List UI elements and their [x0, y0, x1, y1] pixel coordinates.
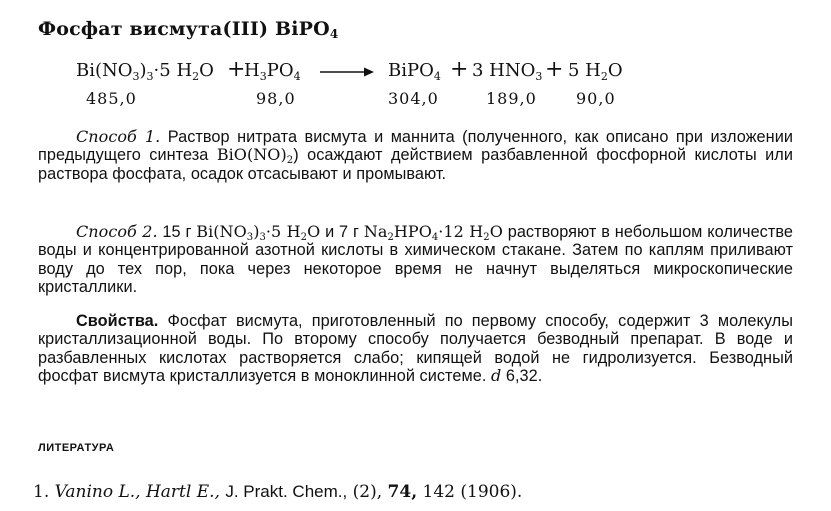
plus-sign: +	[450, 57, 469, 82]
density-value: 6,32.	[501, 366, 543, 385]
formula-bismuth-nitrate: $Bi(NO_3)_3\cdot 5$ $H_2O$	[196, 222, 321, 243]
method-2-label: Способ 2.	[76, 222, 158, 241]
molar-mass-water: 90,0	[576, 89, 616, 108]
plus-sign: +	[227, 57, 246, 82]
reference-volume: 74,	[387, 482, 418, 502]
method-2-paragraph: Способ 2. 15 г $Bi(NO_3)_3\cdot 5$ $H_2O$ и 7 г $Na_2HPO_4\cdot 12$ $H_2O$ растворяют в небольшом количестве воды и концентрированной азотной кислоты в химическом стакане. Затем по каплям приливают воду до тех пор, пока через некоторое время не начнут выделяться микроскопические кристаллики.	[38, 222, 794, 296]
molar-mass-nitric-acid: 189,0	[486, 89, 537, 108]
reference-number: 1.	[33, 482, 50, 502]
molar-mass-bismuth-phosphate: 304,0	[388, 89, 439, 108]
product-bismuth-phosphate: BiPO$_4$	[388, 60, 441, 83]
reference-item	[33, 482, 522, 502]
method-1-paragraph: Способ 1. Раствор нитрата висмута и маннита (полученного, как описано при изложении предыдущего синтеза $BiO(NO)_2$) осаждают действием разбавленной фосфорной кислоты или раствора фосфата, осадок отсасывают и промывают.	[38, 127, 793, 183]
density-symbol: d	[491, 365, 502, 385]
product-water: 5 $H_2O$	[568, 60, 623, 83]
reaction-arrow-icon	[318, 62, 376, 82]
literature-heading: ЛИТЕРАТУРА	[38, 442, 115, 454]
reactant-bismuth-nitrate: $Bi(NO_3)_3\cdot 5$ $H_2O$	[76, 60, 214, 83]
page-title	[38, 18, 338, 41]
properties-paragraph: Свойства. Фосфат висмута, приготовленный по первому способу, содержит 3 молекулы кристаллизационной воды. По второму способу получается безводный препарат. В воде и разбавленных кислотах растворяется слабо; кипящей водой не гидролизуется. Безводный фосфат висмута кристаллизуется в моноклинной системе. d 6,32.	[38, 312, 793, 385]
reference-page-year: 142 (1906).	[422, 482, 523, 502]
molar-mass-bismuth-nitrate: 485,0	[86, 89, 137, 108]
formula-sodium-hydrogen-phosphate: $Na_2HPO_4\cdot 12$ $H_2O$	[363, 222, 503, 243]
method-1-label: Способ 1.	[76, 127, 161, 146]
plus-sign: +	[545, 57, 564, 82]
formula-bio-no2: $BiO(NO)_2$	[216, 145, 294, 167]
product-nitric-acid: 3 $HNO_3$	[472, 60, 543, 83]
reaction-equation	[0, 57, 831, 120]
properties-label: Свойства.	[76, 312, 159, 330]
molar-mass-phosphoric-acid: 98,0	[256, 89, 296, 108]
reactant-phosphoric-acid: $H_3PO_4$	[244, 60, 301, 83]
reference-series: (2),	[352, 482, 383, 502]
reference-authors: Vanino L., Hartl E.,	[54, 482, 220, 502]
title-text: Фосфат висмута(III) BiPO	[38, 18, 330, 40]
reference-journal: J. Prakt. Chem.,	[225, 482, 348, 501]
title-subscript: 4	[329, 27, 339, 41]
